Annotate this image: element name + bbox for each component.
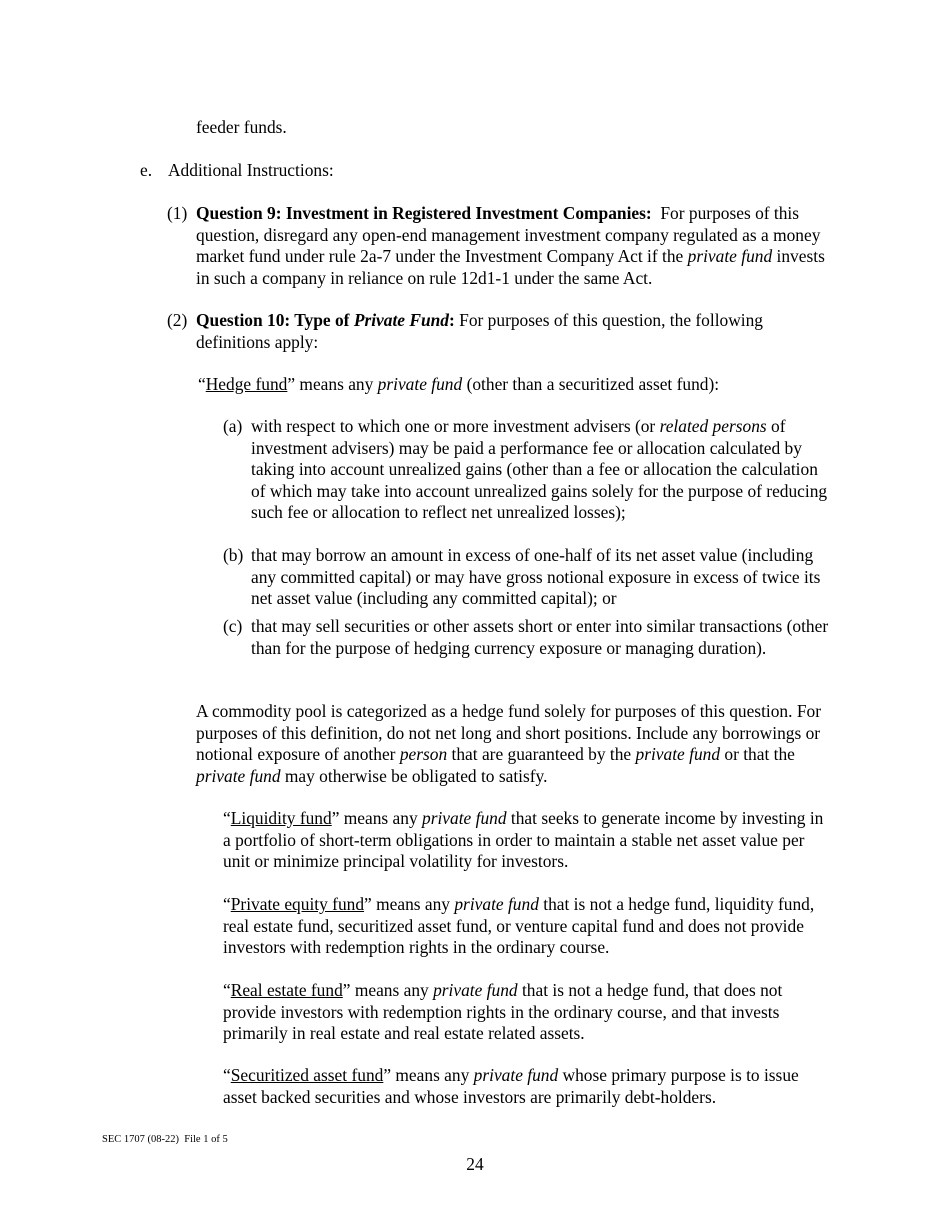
form-identifier: SEC 1707 (08-22) File 1 of 5 <box>102 1134 228 1145</box>
sub-b-marker: (b) <box>223 545 244 565</box>
item-1-heading: Question 9: Investment in Registered Investment Companies: <box>196 203 652 223</box>
item-2-marker: (2) <box>167 310 188 330</box>
sub-a-text: with respect to which one or more investment advisers (or related persons of investment advisers) may be paid a performance fee or allocation calculated by taking into account unrealized gains (other than a fee or allocation the calculation of which may take into account unrealized gains solely for the purpose of reducing such fee or allocation to reflect net unrealized losses); <box>251 416 828 522</box>
real-estate-fund-definition: “Real estate fund” means any private fund that is not a hedge fund, that does not provide investors with redemption rights in the ordinary course, and that invests primarily in real estate and real estate related assets. <box>223 980 783 1043</box>
section-e-marker: e. <box>140 160 153 180</box>
liquidity-fund-definition: “Liquidity fund” means any private fund that seeks to generate income by investing in a portfolio of short-term obligations in order to maintain a stable net asset value per unit or minimize principal volatility for investors. <box>223 808 824 871</box>
item-1-paragraph: Question 9: Investment in Registered Investment Companies: For purposes of this question, disregard any open-end management investment company regulated as a money market fund under rule 2a-7 under the Investment Company Act if the private fund invests in such a company in reliance on rule 12d1-1 under the same Act. <box>196 203 825 288</box>
item-1-marker: (1) <box>167 203 188 223</box>
liquidity-fund-term: Liquidity fund <box>230 808 332 828</box>
sub-c-text: that may sell securities or other assets short or enter into similar transactions (other than for the purpose of hedging currency exposure or managing duration). <box>251 616 829 658</box>
sub-a-marker: (a) <box>223 416 243 436</box>
private-equity-fund-term: Private equity fund <box>230 894 365 914</box>
private-equity-fund-definition: “Private equity fund” means any private fund that is not a hedge fund, liquidity fund, real estate fund, securitized asset fund, or venture capital fund and does not provide investors with redemption rights in the ordinary course. <box>223 894 815 957</box>
sub-b-text: that may borrow an amount in excess of one-half of its net asset value (including any committed capital) or may have gross notional exposure in excess of twice its net asset value (including any committed capital); or <box>251 545 821 608</box>
item-2-paragraph: Question 10: Type of Private Fund: For purposes of this question, the following definitions apply: <box>196 310 764 352</box>
continuation-text: feeder funds. <box>196 117 287 137</box>
securitized-asset-fund-definition: “Securitized asset fund” means any private fund whose primary purpose is to issue asset backed securities and whose investors are primarily debt-holders. <box>223 1065 799 1107</box>
item-2-heading: Question 10: Type of Private Fund: <box>196 310 455 330</box>
commodity-pool-paragraph: A commodity pool is categorized as a hedge fund solely for purposes of this question. For purposes of this definition, do not net long and short positions. Include any borrowings or notional exposure of another person that are guaranteed by the private fund or that the private fund may otherwise be obligated to satisfy. <box>196 701 821 786</box>
section-e-title: Additional Instructions: <box>168 160 334 180</box>
page-number: 24 <box>466 1154 484 1174</box>
hedge-fund-term: Hedge fund <box>205 374 288 394</box>
sub-c-marker: (c) <box>223 616 243 636</box>
securitized-asset-fund-term: Securitized asset fund <box>230 1065 384 1085</box>
hedge-fund-definition: “Hedge fund” means any private fund (other than a securitized asset fund): <box>198 374 720 394</box>
real-estate-fund-term: Real estate fund <box>230 980 343 1000</box>
